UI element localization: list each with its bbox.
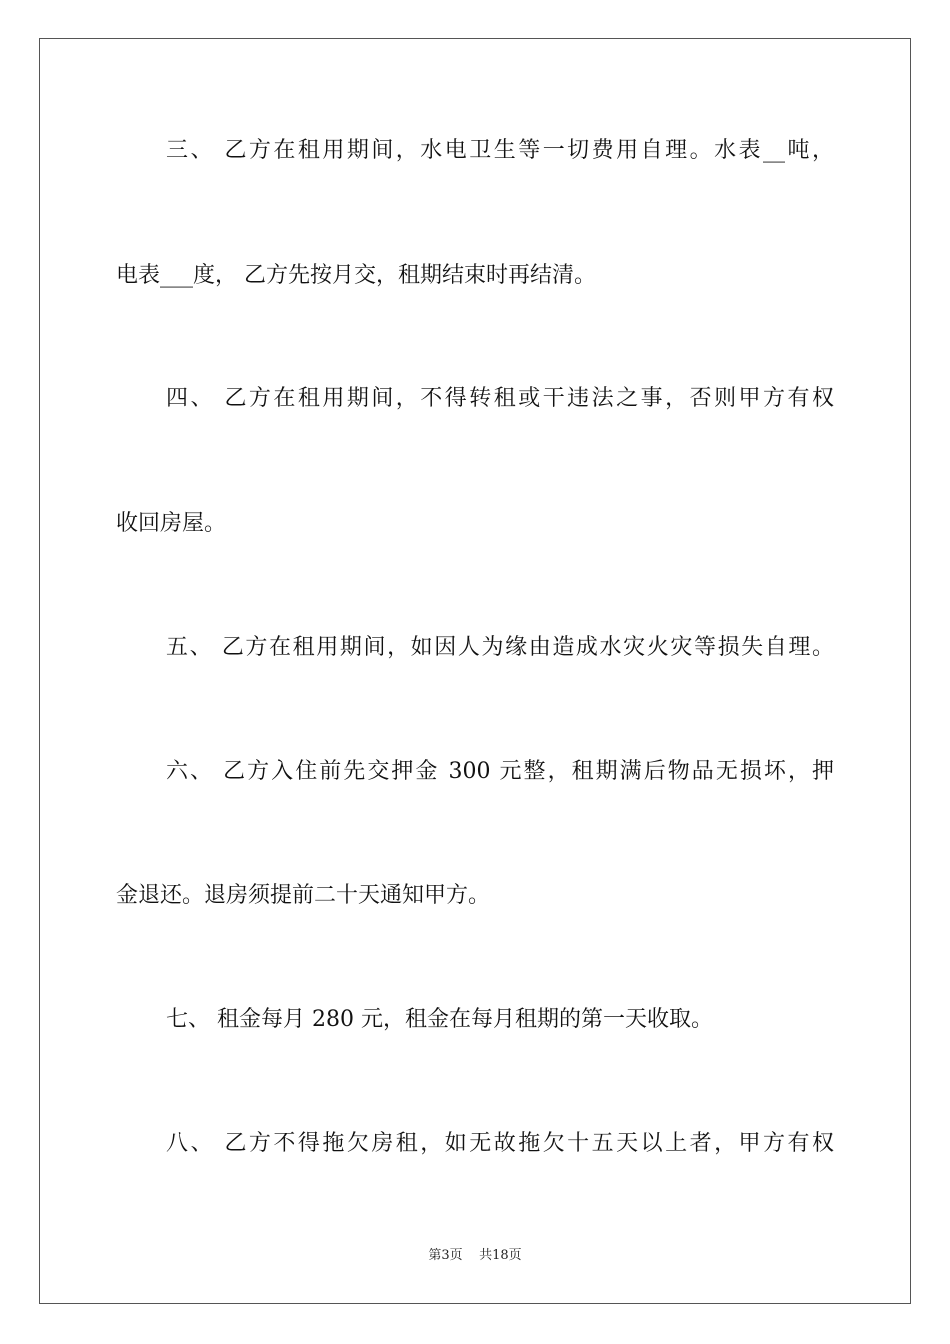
clause-3-line-1: 三、 乙方在租用期间，水电卫生等一切费用自理。水表__吨， <box>166 138 834 163</box>
clause-5-line-1: 五、 乙方在租用期间，如因人为缘由造成水灾火灾等损失自理。 <box>166 635 834 660</box>
clause-6-line-1: 六、 乙方入住前先交押金 300 元整，租期满后物品无损坏，押 <box>166 759 834 784</box>
clause-8-line-1: 八、 乙方不得拖欠房租，如无故拖欠十五天以上者，甲方有权 <box>166 1131 834 1156</box>
clause-3-line-2: 电表___度， 乙方先按月交，租期结束时再结清。 <box>116 263 596 288</box>
clause-4-line-1: 四、 乙方在租用期间，不得转租或干违法之事，否则甲方有权 <box>166 386 834 411</box>
clause-6-line-2: 金退还。退房须提前二十天通知甲方。 <box>116 883 491 908</box>
page-number-footer: 第3页 共18页 <box>428 1248 522 1263</box>
clause-4-line-2: 收回房屋。 <box>116 511 227 536</box>
page-border <box>39 38 911 1304</box>
clause-7-line-1: 七、 租金每月 280 元，租金在每月租期的第一天收取。 <box>166 1007 713 1032</box>
